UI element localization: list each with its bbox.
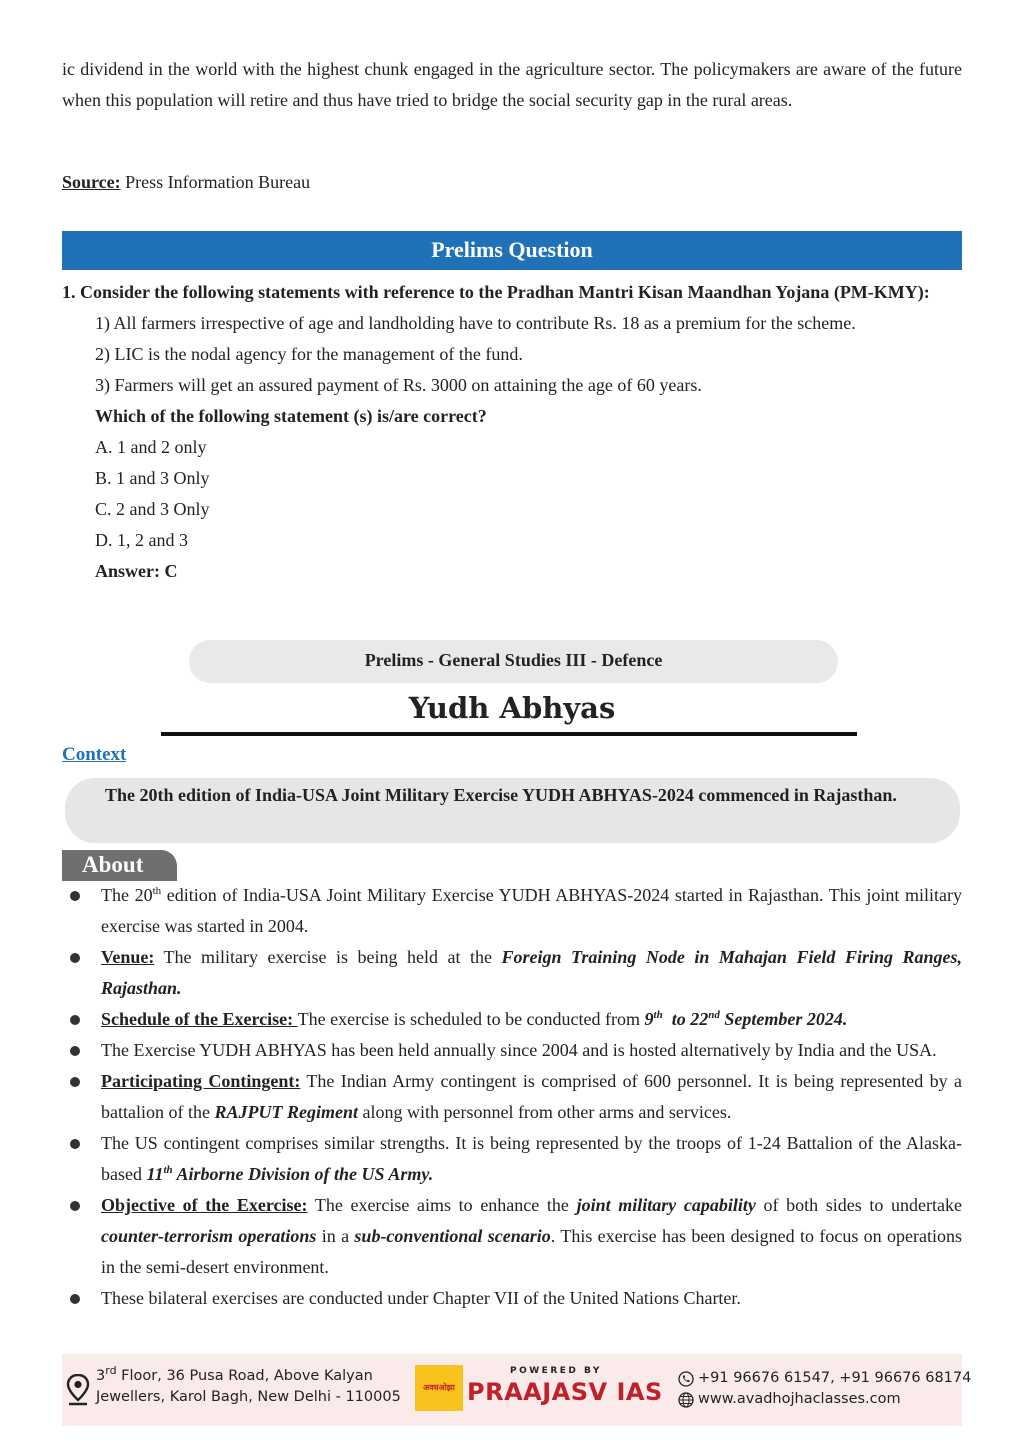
about-bullets: [62, 880, 962, 1314]
website-link[interactable]: www.avadhojhaclasses.com: [698, 1391, 901, 1407]
website-row[interactable]: [678, 1389, 971, 1410]
statement-2: 2) LIC is the nodal agency for the management of the fund.: [95, 344, 523, 364]
option-a: A. 1 and 2 only: [95, 437, 207, 457]
bullet-item: These bilateral exercises are conducted under Chapter VII of the United Nations Charter.: [62, 1283, 962, 1314]
brand-name: PRAAJASV IAS: [467, 1378, 663, 1406]
bullet-item: Venue: The military exercise is being held at the Foreign Training Node in Mahajan Field Firing Ranges, Rajasthan.: [62, 942, 962, 1004]
bullet-item: Schedule of the Exercise: The exercise is scheduled to be conducted from 9th to 22nd September 2024.: [62, 1004, 962, 1035]
powered-by-label: POWERED BY: [510, 1366, 602, 1376]
location-pin-icon: [66, 1374, 90, 1406]
footer-address: 3rd Floor, 36 Pusa Road, Above Kalyan Jewellers, Karol Bagh, New Delhi - 110005: [96, 1364, 401, 1405]
source-value: Press Information Bureau: [125, 172, 311, 192]
context-heading[interactable]: Context: [62, 744, 127, 765]
phone-icon: [678, 1371, 694, 1387]
footer-contact: [678, 1368, 971, 1410]
footer: [62, 1354, 972, 1426]
intro-paragraph: ic dividend in the world with the highest chunk engaged in the agriculture sector. The policymakers are aware of the future when this population will retire and thus have tried to bridge the social security gap in the rural areas.: [62, 59, 962, 110]
context-box: The 20th edition of India-USA Joint Military Exercise YUDH ABHYAS-2024 commenced in Rajasthan.: [65, 778, 960, 843]
question-title: 1. Consider the following statements with reference to the Pradhan Mantri Kisan Maandhan Yojana (PM-KMY):: [62, 282, 930, 302]
main-title: Yudh Abhyas: [408, 691, 616, 725]
phone-row[interactable]: [678, 1368, 971, 1389]
option-c: C. 2 and 3 Only: [95, 499, 210, 519]
section-pill: Prelims - General Studies III - Defence: [189, 640, 838, 683]
about-tab: About: [62, 850, 177, 881]
title-underline: [161, 732, 857, 736]
source-label: Source:: [62, 172, 121, 192]
option-b: B. 1 and 3 Only: [95, 468, 210, 488]
globe-icon: [678, 1392, 694, 1408]
statement-3: 3) Farmers will get an assured payment of Rs. 3000 on attaining the age of 60 years.: [95, 375, 702, 395]
statement-1: 1) All farmers irrespective of age and landholding have to contribute Rs. 18 as a premium for the scheme.: [95, 313, 856, 333]
bullet-item: Participating Contingent: The Indian Army contingent is comprised of 600 personnel. It is being represented by a battalion of the RAJPUT Regiment along with personnel from other arms and services.: [62, 1066, 962, 1128]
question-prompt: Which of the following statement (s) is/are correct?: [95, 406, 487, 426]
prelims-question: [62, 277, 962, 587]
option-d: D. 1, 2 and 3: [95, 530, 188, 550]
prelims-question-header: Prelims Question: [62, 231, 962, 270]
bullet-item: The US contingent comprises similar strengths. It is being represented by the troops of 1-24 Battalion of the Alaska-based 11th Airborne Division of the US Army.: [62, 1128, 962, 1190]
avadh-ojha-logo: अवधओझा: [415, 1365, 463, 1411]
source-line: [62, 167, 962, 198]
bullet-item: Objective of the Exercise: The exercise aims to enhance the joint military capability of both sides to undertake counter-terrorism operations in a sub-conventional scenario. This exercise has been designed to focus on operations in the semi-desert environment.: [62, 1190, 962, 1283]
phone-numbers: +91 96676 61547, +91 96676 68174: [698, 1370, 972, 1386]
bullet-item: The 20th edition of India-USA Joint Military Exercise YUDH ABHYAS-2024 started in Rajasthan. This joint military exercise was started in 2004.: [62, 880, 962, 942]
answer: Answer: C: [95, 561, 178, 581]
bullet-item: The Exercise YUDH ABHYAS has been held annually since 2004 and is hosted alternatively by India and the USA.: [62, 1035, 962, 1066]
question-body: [62, 308, 962, 587]
